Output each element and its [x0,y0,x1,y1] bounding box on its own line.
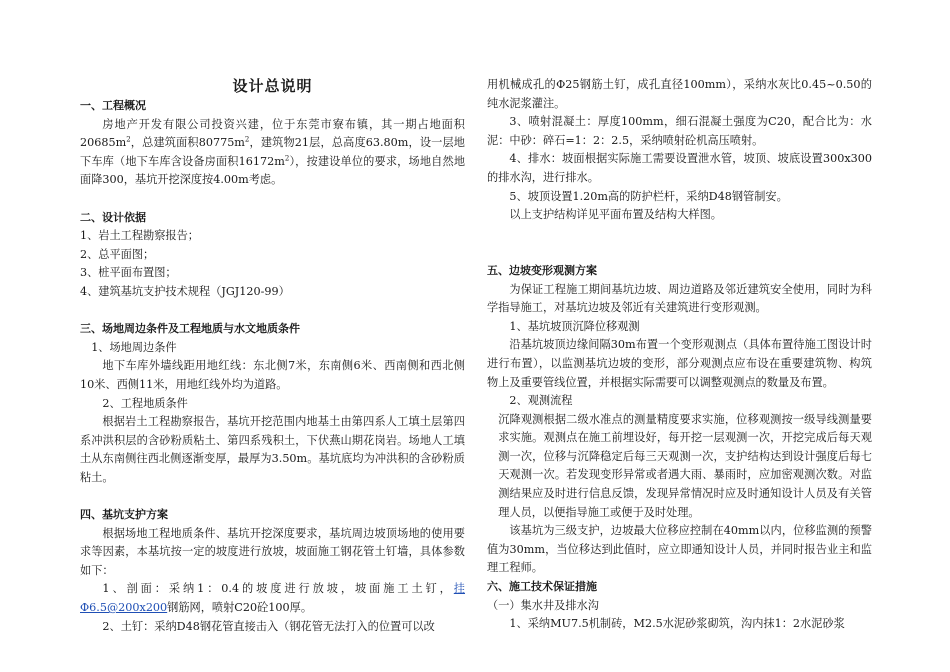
section-5-heading: 五、边坡变形观测方案 [487,263,597,277]
text-run: 房地产开发有限公司投资兴建，位于东莞市寮布镇，其一期占地面积20685m [80,117,465,150]
text-run: 钢筋网，喷射C20砼100厚。 [167,601,313,615]
section-3-subheading-1: 1、场地周边条件 [91,340,177,354]
text-run: ），按建设单位的要求，场地自然地面降300，基坑开挖深度按4.00m考虑。 [80,154,466,187]
drainage-paragraph: 4、排水：坡面根据实际施工需要设置泄水管，坡顶、坡底设置300x300的排水沟，进行排水。 [487,152,872,184]
section-5-paragraph-1: 为保证工程施工期间基坑边坡、周边道路及邻近建筑安全使用，同时为科学指导施工，对基坑边坡及邻近有关建筑进行变形观测。 [487,282,872,315]
section-5-subheading-1: 1、基坑坡顶沉降位移观测 [509,319,640,333]
list-item: 2、总平面图； [80,247,155,261]
superscript: 2 [284,154,290,163]
rebar-mesh-link[interactable]: 挂Φ6.5@200x200 [80,582,465,615]
section-3-subheading-2: 2、工程地质条件 [102,396,188,410]
text-run: ，建筑物21层，总高度63.80m，设一层地下车库（地下车库含设备房面积16172m [80,136,465,168]
section-4-heading: 四、基坑支护方案 [80,508,168,522]
section-5-paragraph-3: 沉降观测根据二级水准点的测量精度要求实施，位移观测按一级导线测量要求实施。观测点在施工前埋设好，每开挖一层观测一次，开挖完成后每天观测一次，位移与沉降稳定后每三天观测一次，支护结构达到设计强度后每七天观测一次。若发现变形异常或者遇大雨、暴雨时，应加密观测次数。对监测结果应及时进行信息反馈，发现异常情况时应及时通知设计人员及有关管理人员，以便指导施工或便于及时处理。 [498,412,872,519]
section-4-paragraph-2 [80,580,465,617]
section-5-paragraph-2: 沿基坑坡顶边缘间隔30m布置一个变形观测点（具体布置待施工图设计时进行布置），以监测基坑边坡的变形，部分观测点应布设在重要建筑物、构筑物上及重要管线位置，并根据实际需要可以调整观测点的数量及布置。 [487,338,872,389]
section-5-paragraph-4: 该基坑为三级支护，边坡最大位移应控制在40mm以内，位移监测的预警值为30mm，当位移达到此值时，应立即通知设计人员，并同时报告业主和监理工程师。 [487,524,872,575]
section-5-subheading-2: 2、观测流程 [509,394,573,408]
document-title: 设计总说明 [232,77,313,95]
right-column [487,76,872,634]
reference-note: 以上支护结构详见平面布置及结构大样图。 [509,208,722,222]
section-3-paragraph-2: 根据岩土工程勘察报告，基坑开挖范围内地基土由第四系人工填土层第四系冲洪积层的含砂粉质粘土、第四系残积土，下伏燕山期花岗岩。场地人工填土从东南侧往西北侧逐渐变厚，最厚为3.50m。基坑底均为冲洪积的含砂粉质粘土。 [80,415,465,484]
section-1-paragraph [80,116,465,190]
section-3-paragraph-1: 地下车库外墙线距用地红线：东北侧7米，东南侧6米、西南侧和西北侧10米、西侧11米，用地红线外均为道路。 [80,359,465,391]
superscript: 2 [126,135,131,144]
list-item: 3、桩平面布置图； [80,266,177,280]
shotcrete-paragraph: 3、喷射混凝土：厚度100mm，细石混凝土强度为C20，配合比为：水泥：中砂：碎石=1：2：2.5，采纳喷射砼机高压喷射。 [487,115,872,147]
text-run: 1、剖面：采纳1：0.4的坡度进行放坡，坡面施工土钉， [102,582,454,596]
section-2-heading: 二、设计依据 [80,210,146,224]
section-6-heading: 六、施工技术保证措施 [487,580,597,594]
section-6-subheading-1: （一）集水井及排水沟 [487,598,599,612]
section-3-heading: 三、场地周边条件及工程地质与水文地质条件 [80,322,300,336]
section-1-heading: 一、工程概况 [80,99,146,112]
list-item: 4、建筑基坑支护技术规程（JGJ120-99） [80,284,290,298]
superscript: 2 [244,135,250,144]
continued-paragraph: 用机械成孔的Φ25钢筋土钉，成孔直径100mm），采纳水灰比0.45~0.50的纯水泥浆灌注。 [487,78,872,110]
section-4-paragraph-3: 2、土钉：采纳D48钢花管直接击入（钢花管无法打入的位置可以改 [102,619,435,633]
section-6-paragraph-1: 1、采纳MU7.5机制砖，M2.5水泥砂浆砌筑，沟内抹1：2水泥砂浆 [509,617,845,631]
left-column [80,76,465,636]
section-4-paragraph-1: 根据场地工程地质条件、基坑开挖深度要求，基坑周边坡顶场地的使用要求等因素，本基坑按一定的坡度进行放坡，坡面施工钢花管土钉墙，具体参数如下： [80,526,465,577]
text-run: ，总建筑面积80775m [130,136,245,150]
list-item: 1、岩土工程勘察报告； [80,229,199,243]
guardrail-paragraph: 5、坡顶设置1.20m高的防护栏杆，采纳D48钢管制安。 [509,189,788,203]
